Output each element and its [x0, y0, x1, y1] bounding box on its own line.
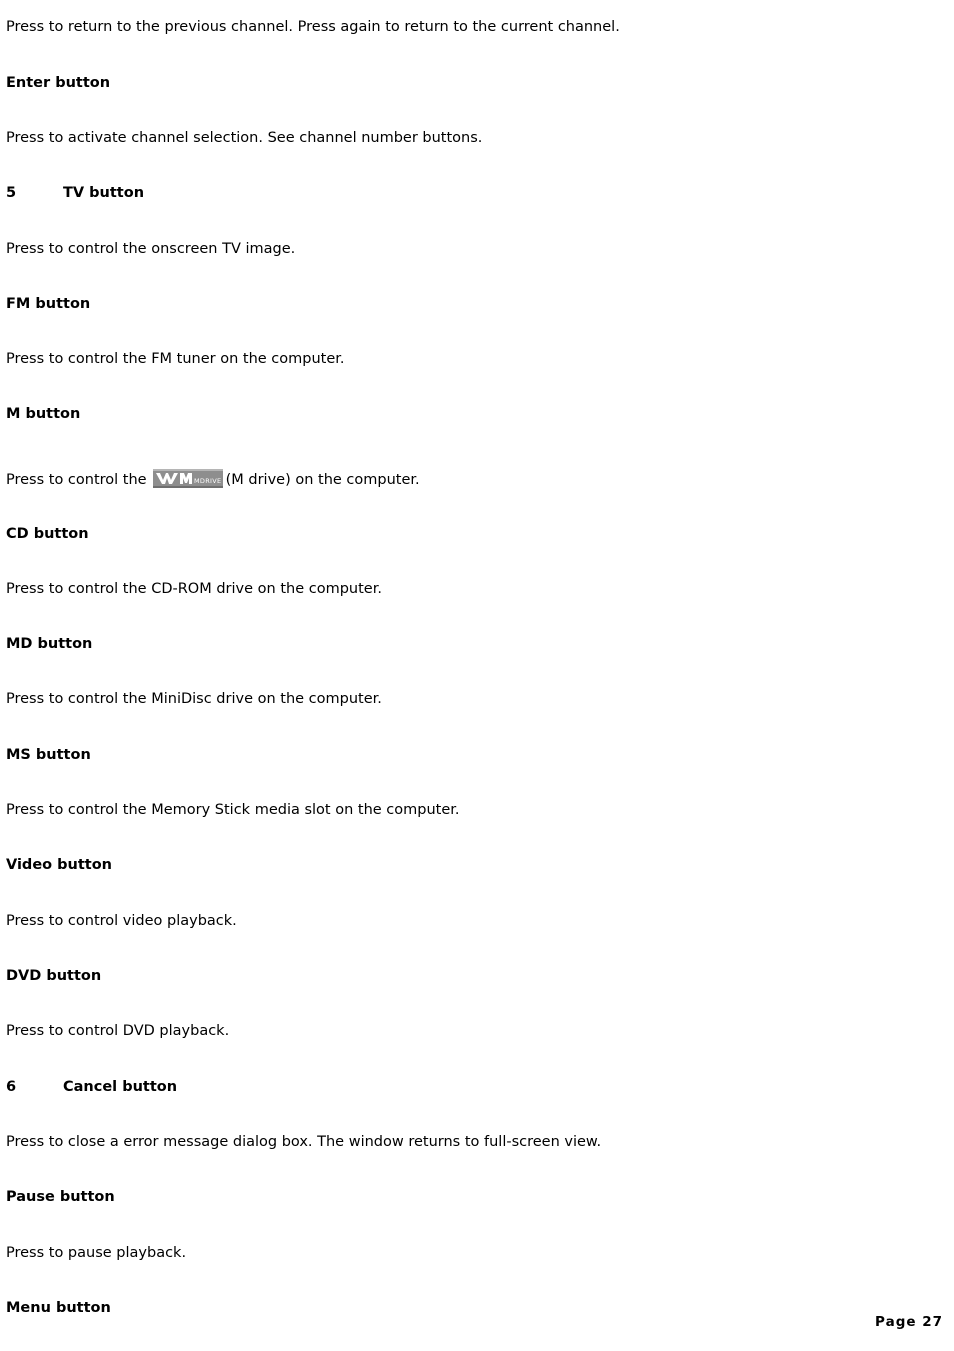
- heading-fm-button: FM button: [6, 296, 91, 312]
- paragraph-ms-button: Press to control the Memory Stick media slot on the computer.: [6, 802, 460, 818]
- heading-pause-button: Pause button: [6, 1189, 115, 1205]
- heading-tv-button-label: TV button: [63, 185, 145, 201]
- paragraph-enter-button: Press to activate channel selection. See channel number buttons.: [6, 130, 483, 146]
- heading-menu-button: Menu button: [6, 1300, 111, 1316]
- section-number-5: 5: [6, 185, 17, 201]
- paragraph-previous-channel: Press to return to the previous channel. Press again to return to the current channel.: [6, 19, 620, 35]
- heading-video-button: Video button: [6, 857, 113, 873]
- heading-tv-button: [6, 184, 144, 202]
- paragraph-dvd-button: Press to control DVD playback.: [6, 1023, 230, 1039]
- heading-cancel-button-label: Cancel button: [63, 1079, 178, 1095]
- page-number: Page 27: [875, 1314, 943, 1330]
- m-button-text-after: (M drive) on the computer.: [225, 472, 420, 488]
- paragraph-pause-button: Press to pause playback.: [6, 1245, 187, 1261]
- svg-text:MDRIVE: MDRIVE: [193, 477, 222, 485]
- m-button-text-before: Press to control the: [6, 472, 147, 488]
- paragraph-cd-button: Press to control the CD-ROM drive on the computer.: [6, 581, 382, 597]
- heading-enter-button: Enter button: [6, 75, 111, 91]
- paragraph-cancel-button: Press to close a error message dialog box. The window returns to full-screen view.: [6, 1134, 602, 1150]
- heading-m-button: M button: [6, 406, 81, 422]
- heading-cancel-button: [6, 1078, 177, 1096]
- m-drive-logo-icon: [153, 469, 223, 493]
- heading-dvd-button: DVD button: [6, 968, 102, 984]
- paragraph-md-button: Press to control the MiniDisc drive on the computer.: [6, 691, 382, 707]
- heading-md-button: MD button: [6, 636, 93, 652]
- heading-cd-button: CD button: [6, 526, 89, 542]
- heading-ms-button: MS button: [6, 747, 91, 763]
- section-number-6: 6: [6, 1079, 17, 1095]
- paragraph-m-button: [6, 469, 420, 493]
- paragraph-video-button: Press to control video playback.: [6, 913, 237, 929]
- paragraph-fm-button: Press to control the FM tuner on the computer.: [6, 351, 345, 367]
- paragraph-tv-button: Press to control the onscreen TV image.: [6, 241, 296, 257]
